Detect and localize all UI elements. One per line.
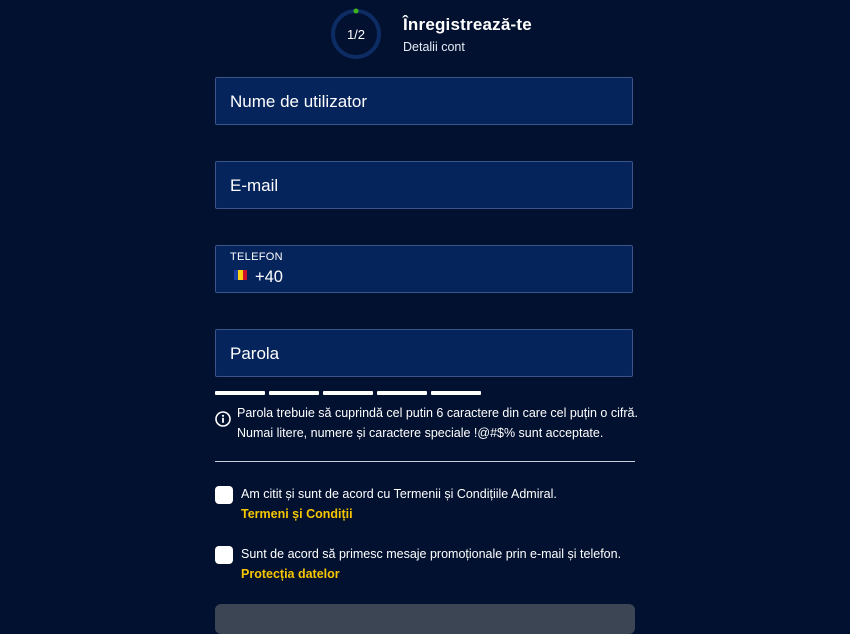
page-subtitle: Detalii cont: [403, 40, 465, 54]
phone-prefix: +40: [255, 268, 283, 286]
terms-consent: [215, 486, 645, 530]
strength-segment: [377, 391, 427, 395]
username-placeholder: Nume de utilizator: [230, 92, 368, 111]
phone-label: TELEFON: [230, 251, 283, 263]
password-hint-line1: Parola trebuie să cuprindă cel putin 6 caractere din care cel puțin o cifră.: [237, 406, 638, 420]
marketing-consent-text: Sunt de acord să primesc mesaje promoționale prin e-mail și telefon.: [241, 547, 622, 561]
romania-flag-icon: [234, 270, 247, 280]
strength-segment: [323, 391, 373, 395]
strength-segment: [269, 391, 319, 395]
password-placeholder: Parola: [230, 344, 280, 363]
registration-header: [330, 8, 590, 60]
terms-consent-text: Am citit și sunt de acord cu Termenii și Condițiile Admiral.: [241, 487, 557, 501]
strength-segment: [215, 391, 265, 395]
marketing-consent: [215, 546, 645, 590]
marketing-checkbox[interactable]: [215, 546, 233, 564]
password-strength-meter: [215, 391, 481, 395]
terms-checkbox[interactable]: [215, 486, 233, 504]
strength-segment: [431, 391, 481, 395]
phone-field[interactable]: [215, 245, 633, 293]
step-counter: 1/2: [346, 26, 366, 42]
data-protection-link[interactable]: Protecția datelor: [241, 567, 340, 581]
divider: [215, 461, 635, 462]
email-field[interactable]: [215, 161, 633, 209]
terms-link[interactable]: Termeni și Condiții: [241, 507, 353, 521]
continue-button[interactable]: [215, 604, 635, 634]
page-title: Înregistrează-te: [403, 15, 532, 34]
password-hint-line2: Numai litere, numere și caractere speciale !@#$% sunt acceptate.: [237, 426, 604, 440]
info-icon: [215, 411, 231, 427]
username-field[interactable]: [215, 77, 633, 125]
email-placeholder: E-mail: [230, 176, 279, 195]
password-field[interactable]: [215, 329, 633, 377]
